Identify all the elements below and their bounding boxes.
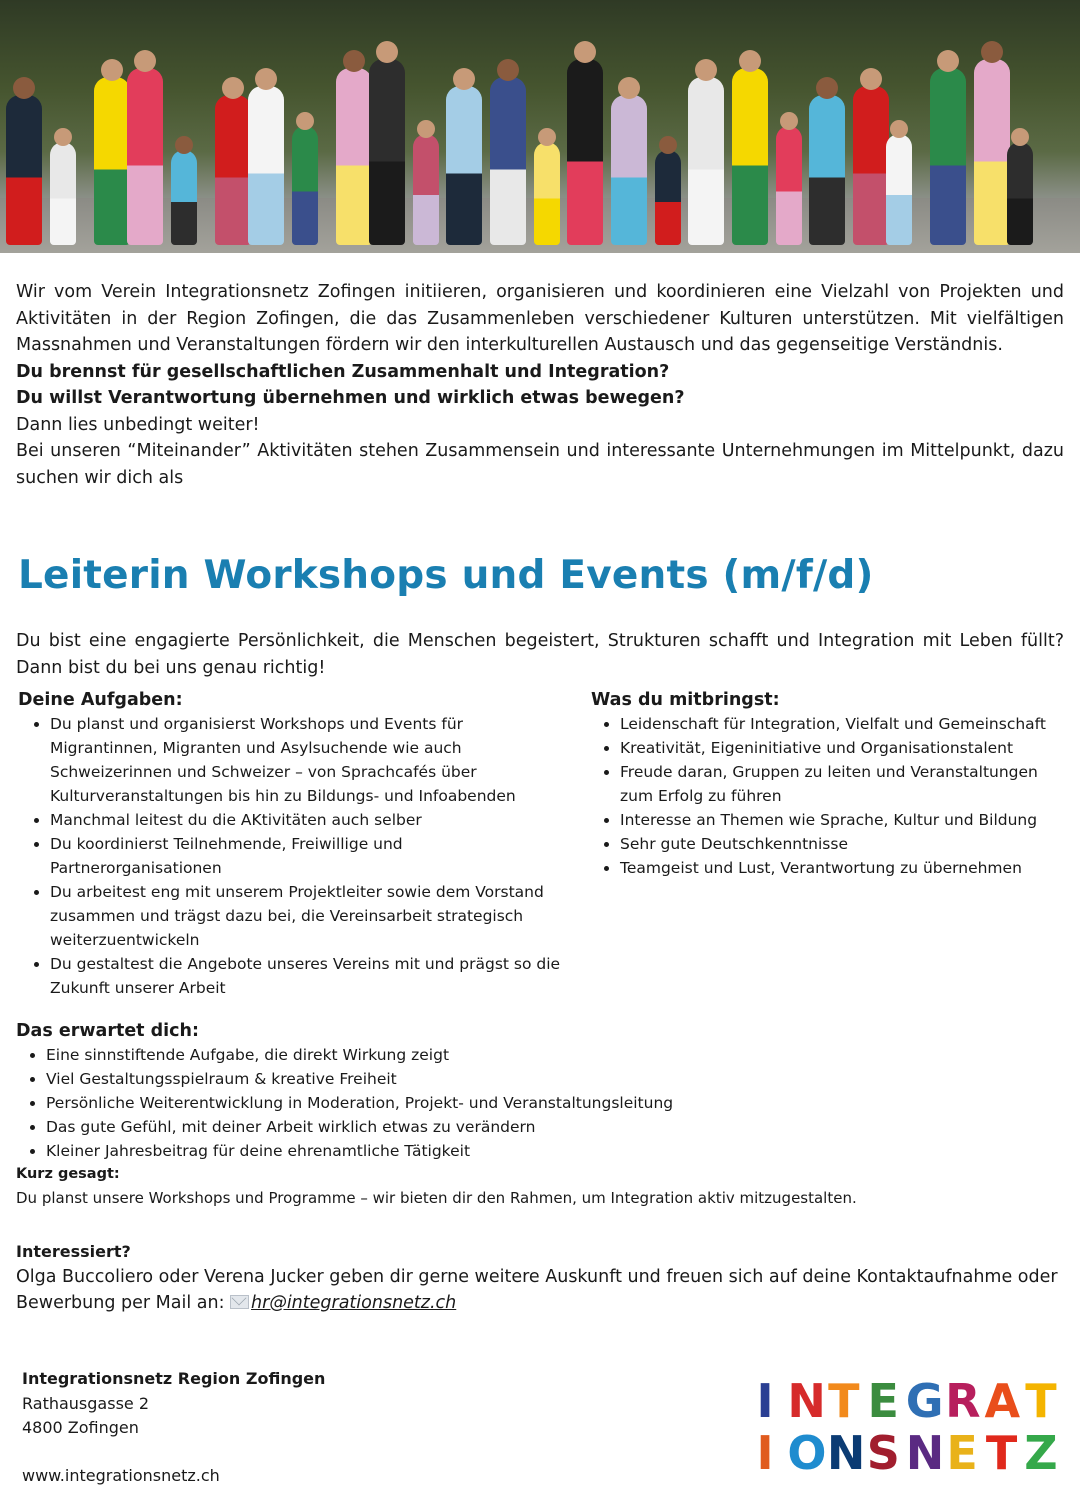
- contact-section: [16, 1240, 1064, 1316]
- person-head: [376, 41, 398, 63]
- requirements-section: [591, 688, 1066, 880]
- person-head: [175, 136, 193, 154]
- person-figure: [655, 150, 681, 245]
- address-block: [22, 1367, 325, 1441]
- person-head: [343, 50, 365, 72]
- person-head: [574, 41, 596, 63]
- tasks-list: [18, 712, 563, 1000]
- person-figure: [127, 68, 163, 245]
- requirements-heading: Was du mitbringst:: [591, 690, 780, 710]
- person-head: [497, 59, 519, 81]
- logo-letter: S: [866, 1426, 900, 1480]
- summary-heading: Kurz gesagt:: [16, 1166, 120, 1182]
- list-item: • Du koordinierst Teilnehmende, Freiwillige und Partnerorganisationen: [50, 832, 563, 880]
- person-head: [417, 120, 435, 138]
- person-figure: [336, 68, 372, 245]
- intro-question-2: Du willst Verantwortung übernehmen und wirklich etwas bewegen?: [16, 388, 685, 408]
- person-figure: [853, 86, 889, 245]
- list-item: • Das gute Gefühl, mit deiner Arbeit wirklich etwas zu verändern: [46, 1115, 1064, 1139]
- logo-letter: T: [828, 1374, 860, 1428]
- logo-letter: N: [787, 1374, 826, 1428]
- person-figure: [490, 77, 526, 245]
- person-figure: [534, 142, 560, 245]
- city: 4800 Zofingen: [22, 1418, 139, 1437]
- person-figure: [809, 95, 845, 245]
- list-item: • Freude daran, Gruppen zu leiten und Veranstaltungen zum Erfolg zu führen: [620, 760, 1066, 808]
- logo-letter: E: [867, 1374, 899, 1428]
- person-head: [1011, 128, 1029, 146]
- person-head: [739, 50, 761, 72]
- intro-line-3: Dann lies unbedingt weiter!: [16, 414, 260, 435]
- person-figure: [413, 134, 439, 245]
- intro-question-1: Du brennst für gesellschaftlichen Zusammenhalt und Integration?: [16, 361, 670, 382]
- person-head: [695, 59, 717, 81]
- person-head: [816, 77, 838, 99]
- expect-heading: Das erwartet dich:: [16, 1021, 199, 1041]
- summary-text: Du planst unsere Workshops und Programme – wir bieten dir den Rahmen, um Integration aktiv mitzugestalten.: [16, 1189, 857, 1207]
- person-head: [937, 50, 959, 72]
- tasks-section: [18, 688, 563, 1000]
- logo-letter: I: [756, 1374, 774, 1428]
- street: Rathausgasse 2: [22, 1393, 150, 1413]
- person-head: [659, 136, 677, 154]
- person-figure: [776, 126, 802, 245]
- list-item: • Kleiner Jahresbeitrag für deine ehrenamtliche Tätigkeit: [46, 1139, 1064, 1163]
- list-item: • Manchmal leitest du die AKtivitäten auch selber: [50, 808, 563, 832]
- list-item: • Du arbeitest eng mit unserem Projektleiter sowie dem Vorstand zusammen und trägst dazu bei, die Vereinsarbeit strategisch weiterzuentwickeln: [50, 880, 563, 952]
- contact-heading: Interessiert?: [16, 1242, 131, 1261]
- contact-body: Olga Buccoliero oder Verena Jucker geben dir gerne weitere Auskunft und freuen sich auf deine Kontaktaufnahme oder Bewerbung per Mail an:: [16, 1267, 1058, 1313]
- person-head: [538, 128, 556, 146]
- list-item: • Interesse an Themen wie Sprache, Kultur und Bildung: [620, 808, 1066, 832]
- tasks-heading: Deine Aufgaben:: [18, 690, 183, 710]
- person-head: [101, 59, 123, 81]
- logo-letter: G: [905, 1374, 944, 1428]
- website-link[interactable]: www.integrationsnetz.ch: [22, 1466, 220, 1485]
- logo-row-1: [748, 1376, 1058, 1426]
- logo-letter: O: [787, 1426, 827, 1480]
- person-head: [453, 68, 475, 90]
- intro-paragraph: Wir vom Verein Integrationsnetz Zofingen initiieren, organisieren und koordinieren eine Vielzahl von Projekten und Aktivitäten in der Region Zofingen, die das Zusammenleben verschiedener Kulturen unterstützen. Mit vielfältigen Massnahmen und Veranstaltungen fördern wir den interkulturellen Austausch und das gegenseitige Verständnis.: [16, 282, 1064, 355]
- job-title: Leiterin Workshops und Events (m/f/d): [18, 553, 874, 598]
- person-figure: [974, 59, 1010, 245]
- person-figure: [1007, 142, 1033, 245]
- list-item: • Leidenschaft für Integration, Vielfalt und Gemeinschaft: [620, 712, 1066, 736]
- logo-letter: Z: [1024, 1426, 1058, 1480]
- logo-letter: N: [905, 1426, 945, 1480]
- list-item: • Du gestaltest die Angebote unseres Vereins mit und prägst so die Zukunft unserer Arbeit: [50, 952, 563, 1000]
- logo-row-2: [748, 1428, 1058, 1478]
- logo-letter: R: [945, 1374, 981, 1428]
- logo-letter: T: [1025, 1374, 1057, 1428]
- logo-letter: T: [985, 1426, 1018, 1480]
- person-figure: [567, 59, 603, 245]
- org-name: Integrationsnetz Region Zofingen: [22, 1369, 326, 1388]
- email-link[interactable]: hr@integrationsnetz.ch: [251, 1293, 457, 1313]
- person-figure: [248, 86, 284, 245]
- person-figure: [446, 86, 482, 245]
- person-figure: [94, 77, 130, 245]
- expect-list: [16, 1043, 1064, 1163]
- person-head: [222, 77, 244, 99]
- person-head: [618, 77, 640, 99]
- list-item: • Teamgeist und Lust, Verantwortung zu übernehmen: [620, 856, 1066, 880]
- list-item: • Eine sinnstiftende Aufgabe, die direkt Wirkung zeigt: [46, 1043, 1064, 1067]
- person-figure: [50, 142, 76, 245]
- logo-letter: A: [984, 1374, 1021, 1428]
- list-item: • Persönliche Weiterentwicklung in Moderation, Projekt- und Veranstaltungsleitung: [46, 1091, 1064, 1115]
- person-head: [890, 120, 908, 138]
- person-head: [54, 128, 72, 146]
- person-figure: [688, 77, 724, 245]
- person-head: [134, 50, 156, 72]
- logo-letter: E: [946, 1426, 978, 1480]
- intro-line-4: Bei unseren “Miteinander” Aktivitäten stehen Zusammensein und interessante Unternehmungen im Mittelpunkt, dazu suchen wir dich als: [16, 441, 1064, 488]
- list-item: • Viel Gestaltungsspielraum & kreative Freiheit: [46, 1067, 1064, 1091]
- list-item: • Du planst und organisierst Workshops und Events für Migrantinnen, Migranten und Asylsuchende wie auch Schweizerinnen und Schweizer – von Sprachcafés über Kulturveranstaltungen bis hin zu Bildungs- und Infoabenden: [50, 712, 563, 808]
- person-figure: [930, 68, 966, 245]
- person-head: [981, 41, 1003, 63]
- person-figure: [171, 150, 197, 245]
- integrationsnetz-logo: [748, 1376, 1058, 1478]
- logo-letter: N: [826, 1426, 866, 1480]
- intro-text: [16, 279, 1064, 491]
- person-figure: [886, 134, 912, 245]
- envelope-icon: [230, 1295, 249, 1309]
- person-head: [780, 112, 798, 130]
- person-head: [860, 68, 882, 90]
- contact-text: [16, 1264, 1064, 1316]
- requirements-list: [591, 712, 1066, 880]
- list-item: • Sehr gute Deutschkenntnisse: [620, 832, 1066, 856]
- person-head: [255, 68, 277, 90]
- person-figure: [292, 126, 318, 245]
- hero-photo: [0, 0, 1080, 253]
- lead-text: Du bist eine engagierte Persönlichkeit, die Menschen begeistert, Strukturen schafft und Integration mit Leben füllt? Dann bist du bei uns genau richtig!: [16, 631, 1064, 678]
- logo-letter: I: [756, 1426, 774, 1480]
- person-figure: [6, 95, 42, 245]
- person-head: [296, 112, 314, 130]
- list-item: • Kreativität, Eigeninitiative und Organisationstalent: [620, 736, 1066, 760]
- person-head: [13, 77, 35, 99]
- person-figure: [611, 95, 647, 245]
- expect-section: [16, 1019, 1064, 1211]
- person-figure: [369, 59, 405, 245]
- person-figure: [732, 68, 768, 245]
- person-figure: [215, 95, 251, 245]
